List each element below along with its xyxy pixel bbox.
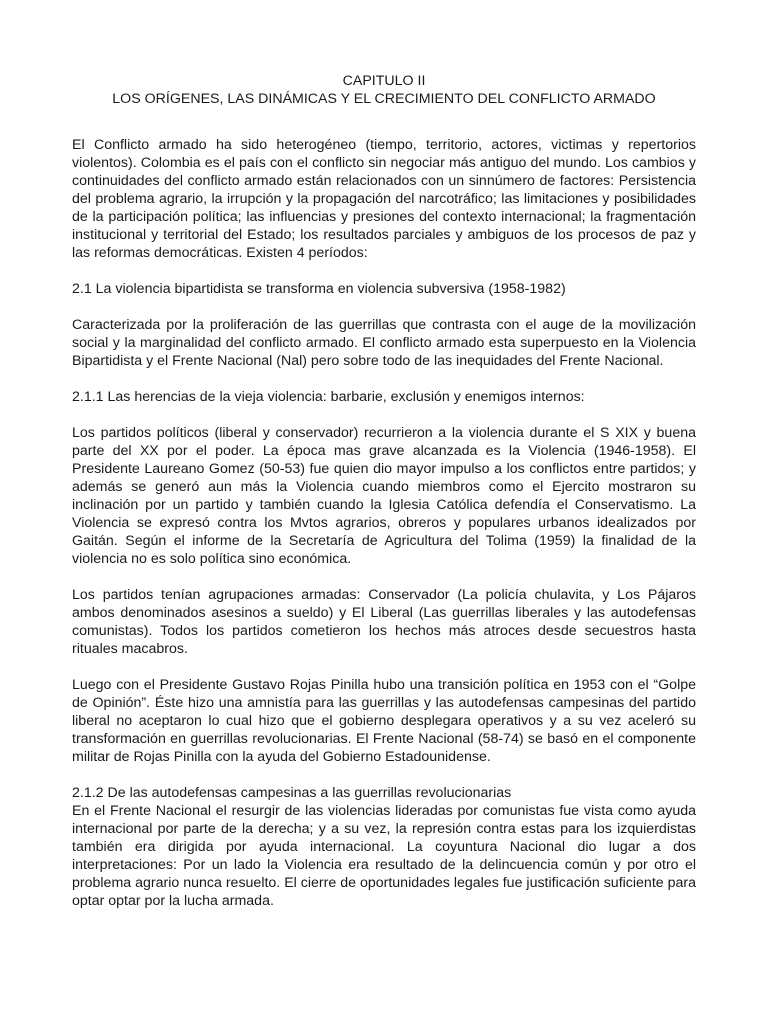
section-heading-2-1-2: 2.1.2 De las autodefensas campesinas a las guerrillas revolucionarias bbox=[72, 785, 512, 801]
intro-paragraph: El Conflicto armado ha sido heterogéneo (tiempo, territorio, actores, victimas y repertorios violentos). Colombia es el país con el conflicto sin negociar más antiguo del mundo. Los cambios y continuidades del conflicto armado están relacionados con un sinnúmero de factores: Persistencia del problema agrario, la irrupción y la propagación del narcotráfico; las limitaciones y posibilidades de la participación política; las influencias y presiones del contexto internacional; la fragmentación institucional y territorial del Estado; los resultados parciales y ambiguos de los procesos de paz y las reformas democráticas. Existen 4 períodos: bbox=[72, 137, 696, 261]
paragraph-2-1-1-b: Los partidos tenían agrupaciones armadas: Conservador (La policía chulavita, y Los Pájaros ambos denominados asesinos a sueldo) y El Liberal (Las guerrillas liberales y las autodefensas comunistas). Todos los partidos cometieron los hechos más atroces desde secuestros hasta rituales macabros. bbox=[72, 587, 696, 657]
paragraph-2-1-2: En el Frente Nacional el resurgir de las violencias lideradas por comunistas fue vista como ayuda internacional por parte de la derecha; y a su vez, la represión contra estas para los izquierdistas también era dirigida por ayuda internacional. La coyuntura Nacional dio lugar a dos interpretaciones: Por un lado la Violencia era resultado de la delincuencia común y por otro el problema agrario nunca resuelto. El cierre de oportunidades legales fue justificación suficiente para optar optar por la lucha armada. bbox=[72, 803, 696, 909]
chapter-label: CAPITULO II bbox=[342, 73, 426, 89]
paragraph-2-1-1-a: Los partidos políticos (liberal y conservador) recurrieron a la violencia durante el S XIX y buena parte del XX por el poder. La época mas grave alcanzada es la Violencia (1946-1958). El Presidente Laureano Gomez (50-53) fue quien dio mayor impulso a los conflictos entre partidos; y además se generó aun más la Violencia cuando miembros como el Ejercito mostraron su inclinación por un partido y también cuando la Iglesia Católica defendía el Conservatismo. La Violencia se expresó contra los Mvtos agrarios, obreros y populares urbanos idealizados por Gaitán. Según el informe de la Secretaría de Agricultura del Tolima (1959) la finalidad de la violencia no es solo política sino económica. bbox=[72, 425, 696, 567]
section-heading-2-1-1: 2.1.1 Las herencias de la vieja violencia: barbarie, exclusión y enemigos internos: bbox=[72, 389, 585, 405]
document-page bbox=[72, 72, 696, 910]
section-heading-2-1: 2.1 La violencia bipartidista se transforma en violencia subversiva (1958-1982) bbox=[72, 281, 566, 297]
paragraph-2-1: Caracterizada por la proliferación de las guerrillas que contrasta con el auge de la movilización social y la marginalidad del conflicto armado. El conflicto armado esta superpuesto en la Violencia Bipartidista y el Frente Nacional (Nal) pero sobre todo de las inequidades del Frente Nacional. bbox=[72, 317, 696, 369]
paragraph-2-1-1-c: Luego con el Presidente Gustavo Rojas Pinilla hubo una transición política en 1953 con el “Golpe de Opinión”. Éste hizo una amnistía para las guerrillas y las autodefensas campesinas del partido liberal no aceptaron lo cual hizo que el gobierno desplegara operativos y a su vez aceleró su transformación en guerrillas revolucionarias. El Frente Nacional (58-74) se basó en el componente militar de Rojas Pinilla con la ayuda del Gobierno Estadounidense. bbox=[72, 677, 696, 765]
chapter-title: LOS ORÍGENES, LAS DINÁMICAS Y EL CRECIMIENTO DEL CONFLICTO ARMADO bbox=[112, 91, 656, 107]
